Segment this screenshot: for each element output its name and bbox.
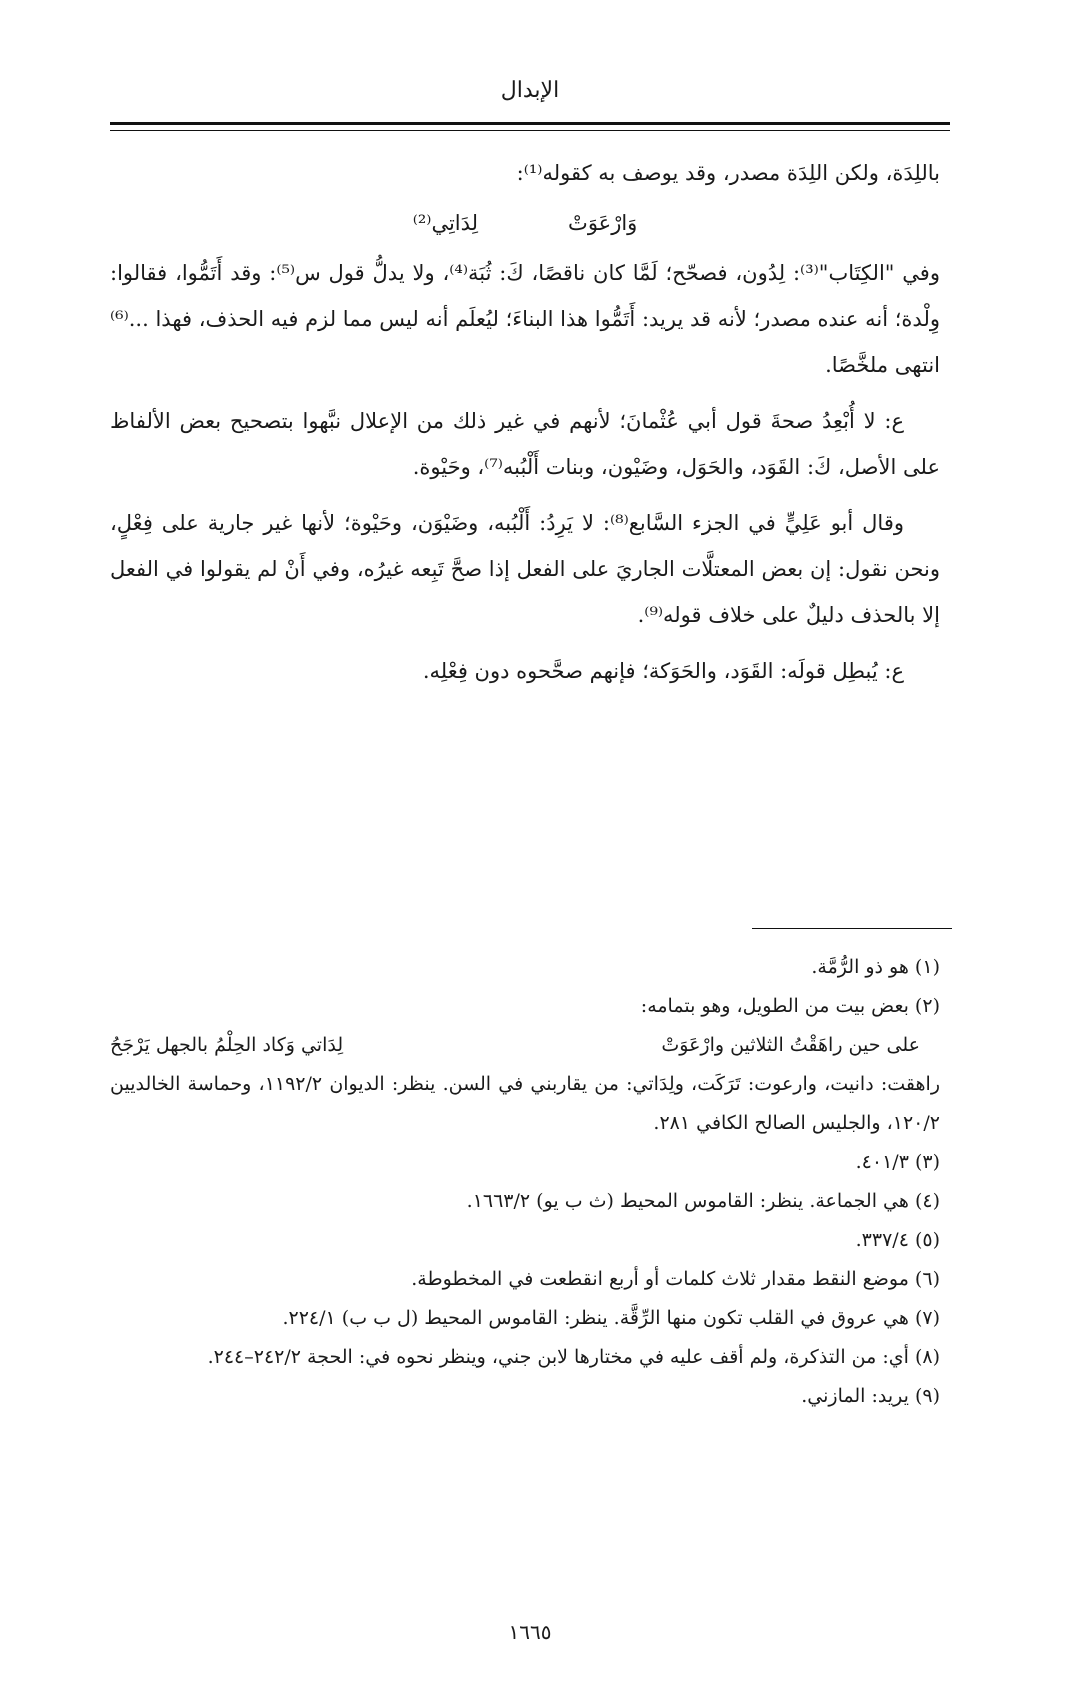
verse-right-hemistich: وَارْعَوَتْ: [568, 211, 638, 235]
footnotes: [110, 948, 940, 1416]
footnote-2-note: راهقت: دانيت، وارعوت: تَرَكَت، ولِدَاتي: من يقاربني في السن. ينظر: الديوان ١١٩٢/٢، وحماسة الخالديين ١٢٠/٢، والجليس الصالح الكافي ٢٨١.: [110, 1073, 940, 1134]
footnote-verse: [110, 1026, 940, 1065]
footnote-9: (٩) يريد: المازني.: [801, 1385, 940, 1407]
verse-fragment: [110, 196, 940, 250]
footnote-separator: [752, 928, 952, 929]
header-rule-thin: [110, 130, 950, 131]
footnote-verse-left: لِدَاتي وَكاد الحِلْمُ بالجهل يَرْجَحُ: [110, 1034, 344, 1056]
paragraph-4: وقال أبو عَلِيٍّ في الجزء السَّابع⁽⁸⁾: لا يَرِدُ: أَلْبُبه، وضَيْوَن، وحَيْوة؛ لأنها غير جارية على فِعْلٍ، ونحن نقول: إن بعض المعتلَّات الجاريَ على الفعل إذا صحَّ تَبِعه غيرُه، وفي أَنْ لم يقولوا في الفعل إلا بالحذف دليلٌ على خلاف قوله⁽⁹⁾.: [110, 511, 940, 627]
paragraph-3: ع: لا أُبْعِدُ صحةَ قول أبي عُثْمانَ؛ لأنهم في غير ذلك من الإعلال نبَّهوا بتصحيح بعض الألفاظ على الأصل، كَ: القَوَد، والحَوَل، وضَيْون، وبنات أَلْبُبه⁽⁷⁾، وحَيْوة.: [110, 409, 940, 479]
main-text: [110, 150, 940, 694]
paragraph-2: وفي "الكِتَاب"⁽³⁾: لِدُون، فصحّح؛ لَمَّا كان ناقصًا، كَ: ثُبَة⁽⁴⁾، ولا يدلُّ قول س⁽⁵⁾: وقد أَتَمُّوا، فقالوا: وِلْدة؛ أنه عنده مصدر؛ لأنه قد يريد: أَتَمُّوا هذا البناءَ؛ ليُعلَم أنه ليس مما لزم فيه الحذف، فهذا ...⁽⁶⁾ انتهى ملخَّصًا.: [110, 261, 940, 377]
verse-left-hemistich: لِدَاتِي⁽²⁾: [412, 211, 479, 235]
paragraph-1: باللِدَة، ولكن اللِدَة مصدر، وقد يوصف به كقوله⁽¹⁾:: [516, 161, 940, 185]
footnote-1: (١) هو ذو الرُّمَّة.: [811, 956, 940, 978]
footnote-2: (٢) بعض بيت من الطويل، وهو بتمامه:: [640, 995, 940, 1017]
paragraph-5: ع: يُبطِل قولَه: القَوَد، والحَوَكة؛ فإنهم صحَّحوه دون فِعْلِه.: [422, 659, 904, 683]
footnote-8: (٨) أي: من التذكرة، ولم أقف عليه في مختارها لابن جني، وينظر نحوه في: الحجة ٢٤٢/٢–٢٤٤.: [207, 1346, 940, 1368]
footnote-6: (٦) موضع النقط مقدار ثلاث كلمات أو أربع انقطعت في المخطوطة.: [411, 1268, 940, 1290]
footnote-4: (٤) هي الجماعة. ينظر: القاموس المحيط (ث ب يو) ١٦٦٣/٢.: [466, 1190, 940, 1212]
footnote-5: (٥) ٣٣٧/٤.: [855, 1229, 940, 1251]
footnote-verse-right: على حين راهَقْتُ الثلاثين وارْعَوَتْ: [661, 1034, 920, 1056]
running-header: الإبدال: [500, 78, 560, 103]
header-rule-thick: [110, 122, 950, 125]
footnote-3: (٣) ٤٠١/٣.: [855, 1151, 940, 1173]
footnote-7: (٧) هي عروق في القلب تكون منها الرِّقَّة. ينظر: القاموس المحيط (ل ب ب) ٢٢٤/١.: [282, 1307, 940, 1329]
page-number: ١٦٦٥: [508, 1620, 552, 1644]
